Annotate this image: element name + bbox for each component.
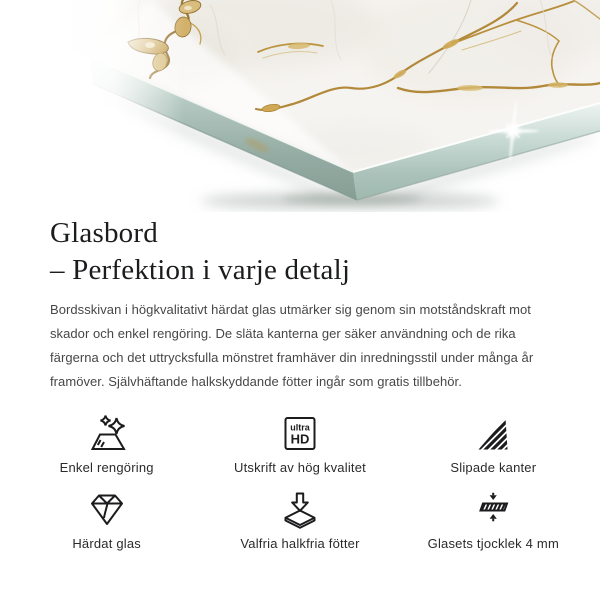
glass-thickness-icon <box>473 490 513 530</box>
diamond-icon <box>87 490 127 530</box>
sparkle-clean-icon <box>87 414 127 454</box>
feature-non-slip-feet <box>203 490 396 551</box>
feature-label: Utskrift av hög kvalitet <box>234 460 366 475</box>
feature-label: Enkel rengöring <box>59 460 154 475</box>
feature-label: Härdat glas <box>72 536 141 551</box>
features-grid <box>10 414 590 551</box>
feature-print-quality <box>203 414 396 475</box>
feature-label: Glasets tjocklek 4 mm <box>427 536 559 551</box>
glass-panel-illustration <box>0 0 600 212</box>
feature-easy-cleaning <box>10 414 203 475</box>
title-line-2: – Perfektion i varje detalj <box>50 254 351 286</box>
title-line-1: Glasbord <box>50 217 158 249</box>
ultra-hd-badge-top: ultra <box>290 422 310 433</box>
non-slip-feet-icon <box>280 490 320 530</box>
feature-bevelled-edges <box>397 414 590 475</box>
product-hero-image <box>0 0 600 212</box>
ultra-hd-icon <box>280 414 320 454</box>
feature-label: Valfria halkfria fötter <box>240 536 360 551</box>
feature-label: Slipade kanter <box>450 460 537 475</box>
feature-glass-thickness <box>397 490 590 551</box>
product-description: Bordsskivan i högkvalitativt härdat glas utmärker sig genom sin motståndskraft mot skador och enkel rengöring. De släta kanterna ger säker användning och de rika färgerna och det uttrycksfulla mönstret framhäver din inredningsstil under många år framöver. Självhäftande halkskyddande fötter ingår som gratis tillbehör. <box>50 302 534 389</box>
feature-tempered-glass <box>10 490 203 551</box>
bevelled-edges-icon <box>473 414 513 454</box>
page-title <box>0 215 600 289</box>
ultra-hd-badge-bottom: HD <box>290 431 310 447</box>
